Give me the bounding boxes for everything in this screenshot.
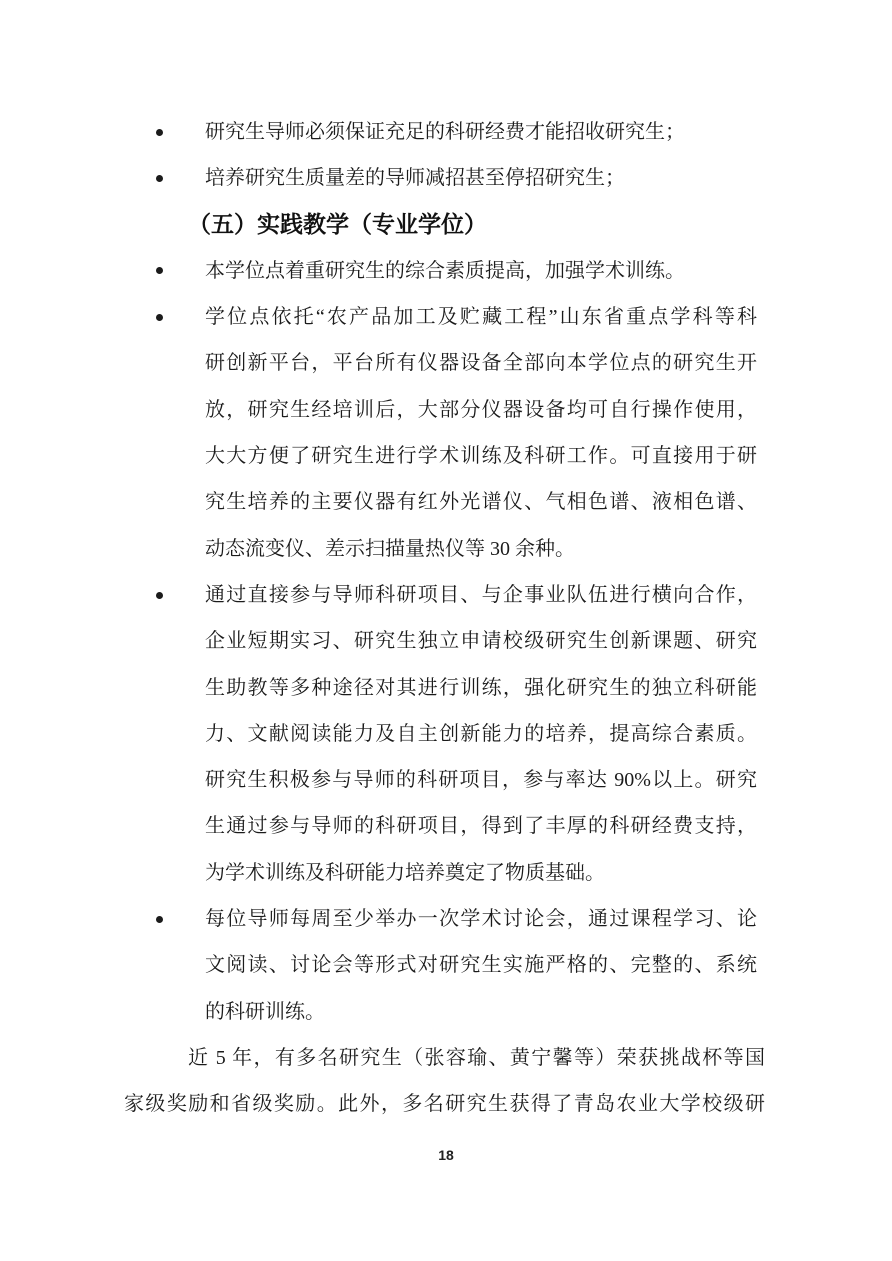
text-line: 通过直接参与导师科研项目、与企事业队伍进行横向合作， xyxy=(205,583,757,606)
list-item xyxy=(124,572,765,896)
closing-paragraph xyxy=(124,1035,765,1128)
text-line: 的科研训练。 xyxy=(205,1000,325,1023)
bullet-icon xyxy=(156,175,163,182)
text-line: 生助教等多种途径对其进行训练，强化研究生的独立科研能 xyxy=(205,676,757,699)
list-item xyxy=(124,896,765,1035)
text-line: 研究生积极参与导师的科研项目，参与率达 90%以上。研究 xyxy=(205,769,757,792)
text-line: 近 5 年，有多名研究生（张容瑜、黄宁馨等）荣获挑战杯等国 xyxy=(188,1046,765,1069)
text-line: 力、文献阅读能力及自主创新能力的培养，提高综合素质。 xyxy=(205,722,757,745)
list-item xyxy=(124,109,765,155)
list-item xyxy=(124,294,765,572)
text-line: 企业短期实习、研究生独立申请校级研究生创新课题、研究 xyxy=(205,630,757,653)
text-line: 大大方便了研究生进行学术训练及科研工作。可直接用于研 xyxy=(205,445,757,468)
list-item xyxy=(124,248,765,294)
text-line: 本学位点着重研究生的综合素质提高，加强学术训练。 xyxy=(205,259,685,282)
text-line: 研究生导师必须保证充足的科研经费才能招收研究生； xyxy=(205,121,685,143)
bullet-icon xyxy=(156,314,163,321)
page-number: 18 xyxy=(438,1147,454,1163)
bullet-icon xyxy=(156,129,163,136)
text-line: 为学术训练及科研能力培养奠定了物质基础。 xyxy=(205,861,605,884)
list-item xyxy=(124,155,765,201)
text-line: 动态流变仪、差示扫描量热仪等 30 余种。 xyxy=(205,537,575,560)
text-line: 放，研究生经培训后，大部分仪器设备均可自行操作使用， xyxy=(205,398,757,421)
bullet-icon xyxy=(156,267,163,274)
text-line: 学位点依托“农产品加工及贮藏工程”山东省重点学科等科 xyxy=(205,306,757,329)
text-flow xyxy=(124,109,765,1128)
bullet-icon xyxy=(156,916,163,923)
text-line: 究生培养的主要仪器有红外光谱仪、气相色谱、液相色谱、 xyxy=(205,491,757,514)
text-line: 家级奖励和省级奖励。此外，多名研究生获得了青岛农业大学校级研 xyxy=(124,1093,765,1116)
text-line: 培养研究生质量差的导师减招甚至停招研究生； xyxy=(205,167,625,190)
section-heading: （五）实践教学（专业学位） xyxy=(188,211,487,237)
text-line: 文阅读、讨论会等形式对研究生实施严格的、完整的、系统 xyxy=(205,954,757,977)
bullet-icon xyxy=(156,592,163,599)
text-line: 生通过参与导师的科研项目，得到了丰厚的科研经费支持， xyxy=(205,815,757,838)
text-line: 每位导师每周至少举办一次学术讨论会，通过课程学习、论 xyxy=(205,908,757,931)
text-line: 研创新平台，平台所有仪器设备全部向本学位点的研究生开 xyxy=(205,352,757,375)
